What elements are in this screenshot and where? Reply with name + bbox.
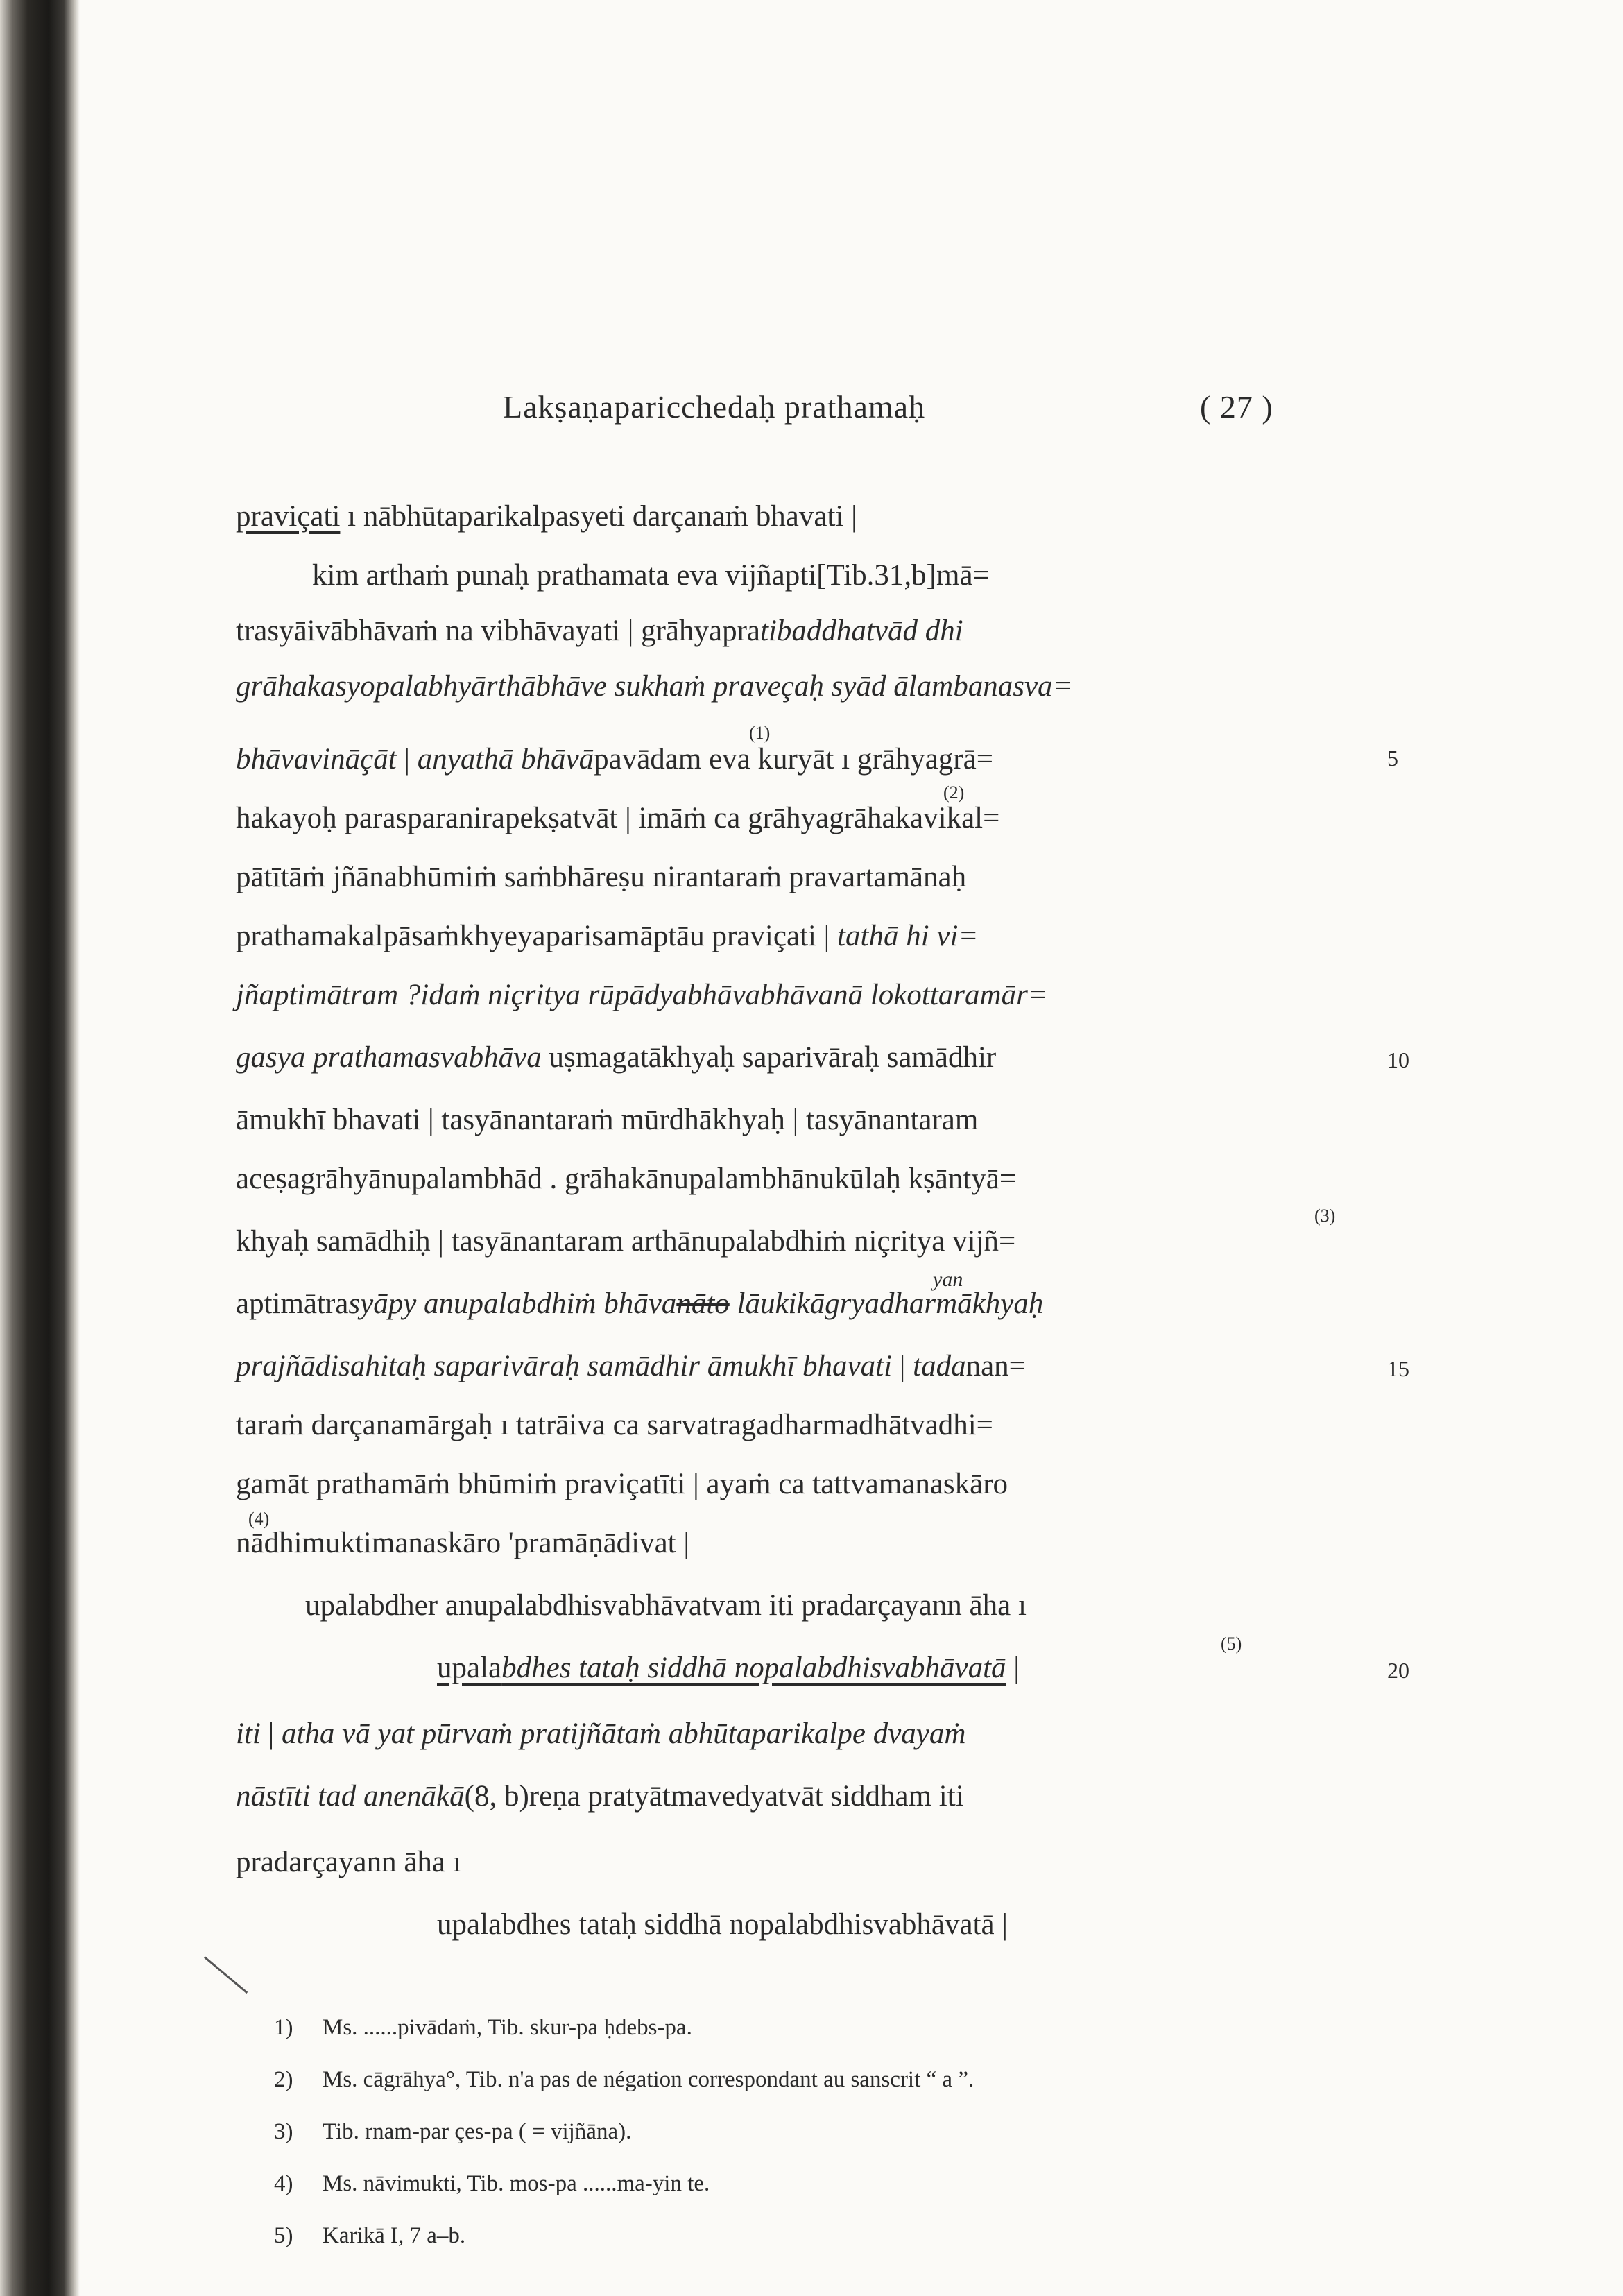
text-line-19: upalabdher anupalabdhisvabhāvatvam iti pradarçayann āha ı	[305, 1589, 1027, 1622]
book-binding-shadow	[0, 0, 80, 2296]
footnote-3: 3) Tib. rnam-par çes-pa ( = vijñāna).	[274, 2119, 632, 2144]
running-title: Lakṣaṇaparicchedaḥ prathamaḥ	[503, 389, 926, 425]
handwritten-correction: yan	[933, 1268, 963, 1291]
text-line-4: grāhakasyopalabhyārthābhāve sukhaṁ praveçaḥ syād ālambanasva=	[236, 670, 1073, 703]
footnote-4: 4) Ms. nāvimukti, Tib. mos-pa ......ma-yin te.	[274, 2171, 710, 2196]
text-line-1: praviçati ı nābhūtaparikalpasyeti darçanaṁ bhavati |	[236, 500, 857, 533]
text-line-23: pradarçayann āha ı	[236, 1846, 461, 1878]
line-number-15: 15	[1387, 1356, 1409, 1381]
text-line-15: prajñādisahitaḥ saparivāraḥ samādhir āmukhī bhavati | tadanan=	[236, 1350, 1026, 1382]
text-line-9: jñaptimātram ?idaṁ niçritya rūpādyabhāvabhāvanā lokottaramār=	[236, 979, 1048, 1011]
text-line-21: iti | atha vā yat pūrvaṁ pratijñātaṁ abhūtaparikalpe dvayaṁ	[236, 1717, 966, 1750]
footnote-2: 2) Ms. cāgrāhya°, Tib. n'a pas de négation correspondant au sanscrit “ a ”.	[274, 2067, 974, 2092]
text-line-8: prathamakalpāsaṁkhyeyaparisamāptāu praviçati | tathā hi vi=	[236, 920, 979, 952]
text-line-2: kim arthaṁ punaḥ prathamata eva vijñapti[Tib.31,b]mā=	[312, 559, 990, 592]
text-line-18: nādhimuktimanaskāro 'pramāṇādivat |	[236, 1527, 689, 1559]
footnote-1: 1) Ms. ......pivādaṁ, Tib. skur-pa ḥdebs-pa.	[274, 2015, 692, 2040]
text-line-14: aptimātrasyāpy anupalabdhiṁ bhāvanāto lāukikāgryadharmākhyaḥ	[236, 1287, 1044, 1320]
text-line-17: gamāt prathamāṁ bhūmiṁ praviçatīti | ayaṁ ca tattvamanaskāro	[236, 1468, 1008, 1500]
line-number-20: 20	[1387, 1658, 1409, 1683]
text-line-11: āmukhī bhavati | tasyānantaraṁ mūrdhākhyaḥ | tasyānantaram	[236, 1104, 979, 1136]
note-mark-2: (2)	[943, 782, 965, 803]
note-mark-5: (5)	[1221, 1634, 1242, 1654]
footnote-5: 5) Karikā I, 7 a–b.	[274, 2223, 466, 2248]
page-number: ( 27 )	[1200, 389, 1273, 425]
running-header	[236, 388, 1387, 444]
note-mark-4: (4)	[248, 1509, 270, 1529]
text-line-6: hakayoḥ parasparanirapekṣatvāt | imāṁ ca grāhyagrāhakavikal=	[236, 802, 1000, 834]
text-line-13: khyaḥ samādhiḥ | tasyānantaram arthānupalabdhiṁ niçritya vijñ=	[236, 1225, 1016, 1258]
text-line-16: taraṁ darçanamārgaḥ ı tatrāiva ca sarvatragadharmadhātvadhi=	[236, 1409, 993, 1441]
line-number-10: 10	[1387, 1047, 1409, 1072]
note-mark-3: (3)	[1314, 1206, 1336, 1226]
text-line-20: upalabdhes tataḥ siddhā nopalabdhisvabhāvatā |	[437, 1652, 1020, 1684]
text-line-5: bhāvavināçāt | anyathā bhāvāpavādam eva kuryāt ı grāhyagrā=	[236, 743, 993, 776]
text-line-22: nāstīti tad anenākā(8, b)reṇa pratyātmavedyatvāt siddham iti	[236, 1780, 964, 1813]
text-line-12: aceṣagrāhyānupalambhād . grāhakānupalambhānukūlaḥ kṣāntyā=	[236, 1163, 1017, 1195]
pencil-mark	[204, 1956, 248, 1994]
text-line-10: gasya prathamasvabhāva uṣmagatākhyaḥ saparivāraḥ samādhir	[236, 1041, 997, 1074]
line-number-5: 5	[1387, 746, 1398, 771]
text-line-7: pātītāṁ jñānabhūmiṁ saṁbhāreṣu nirantaraṁ pravartamānaḥ	[236, 861, 967, 893]
text-line-24: upalabdhes tataḥ siddhā nopalabdhisvabhāvatā |	[437, 1908, 1008, 1941]
text-line-3: trasyāivābhāvaṁ na vibhāvayati | grāhyapratibaddhatvād dhi	[236, 615, 963, 647]
note-mark-1: (1)	[749, 723, 771, 743]
